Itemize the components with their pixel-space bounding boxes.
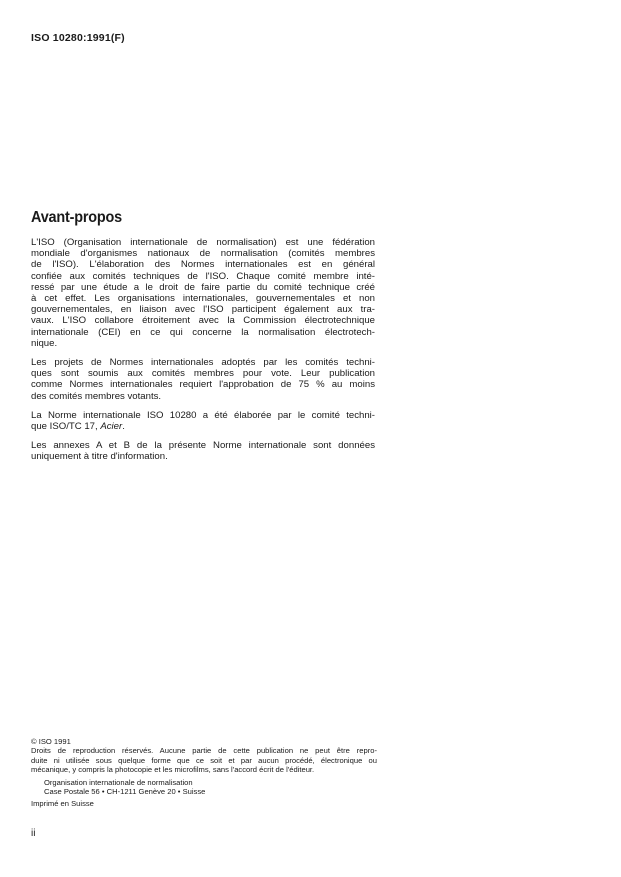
document-reference: ISO 10280:1991(F): [31, 32, 125, 44]
copyright-notice: © ISO 1991: [31, 737, 71, 746]
text-line: vaux. L'ISO collabore étroitement avec la Commission électrotechnique: [31, 315, 375, 327]
rights-line: Droits de reproduction réservés. Aucune partie de cette publication ne peut être repro-: [31, 746, 377, 756]
committee-name: Acier: [100, 421, 123, 433]
text-line: des comités membres votants.: [31, 390, 162, 402]
text-line: gouvernementales, en liaison avec l'ISO participent également aux tra-: [31, 304, 375, 316]
text-line: internationale (CEI) en ce qui concerne la normalisation électrotech-: [31, 326, 375, 338]
rights-line: mécanique, y compris la photocopie et les microfilms, sans l'accord écrit de l'éditeur.: [31, 765, 315, 775]
rights-line: duite ni utilisée sous quelque forme que ce soit et par aucun procédé, électronique ou: [31, 755, 377, 765]
foreword-body: [31, 237, 375, 471]
paragraph-iso-description: [31, 237, 375, 349]
text-line: comme Normes internationales requiert l'approbation de 75 % au moins: [31, 379, 375, 391]
text-line: ques sont soumis aux comités membres pour vote. Leur publication: [31, 368, 375, 380]
text-line: confiée aux comités techniques de l'ISO. Chaque comité membre inté-: [31, 270, 375, 282]
page-number: ii: [31, 828, 36, 839]
text-line: L'ISO (Organisation internationale de normalisation) est une fédération: [31, 237, 375, 248]
text-segment: que ISO/TC 17,: [31, 421, 101, 433]
paragraph-annexes: [31, 440, 375, 462]
paragraph-committee: [31, 410, 375, 432]
text-line: Les annexes A et B de la présente Norme internationale sont données: [31, 440, 375, 452]
text-line: La Norme internationale ISO 10280 a été élaborée par le comité techni-: [31, 409, 375, 421]
text-segment: .: [122, 421, 125, 433]
text-line: de l'ISO). L'élaboration des Normes internationales est en général: [31, 259, 375, 271]
organization-name: Organisation internationale de normalisation: [44, 777, 193, 787]
text-line: mondiale d'organismes nationaux de normalisation (comités membres: [31, 248, 375, 260]
copyright-footer: [31, 737, 377, 809]
printed-in: Imprimé en Suisse: [31, 799, 94, 809]
section-title: Avant-propos: [31, 209, 122, 226]
text-line: [31, 421, 375, 432]
paragraph-voting: [31, 357, 375, 402]
text-line: nique.: [31, 337, 58, 349]
organization-address: Case Postale 56 • CH-1211 Genève 20 • Suisse: [44, 787, 206, 797]
text-line: à cet effet. Les organisations internationales, gouvernementales et non: [31, 293, 375, 305]
text-line: uniquement à titre d'information.: [31, 451, 168, 463]
text-line: Les projets de Normes internationales adoptés par les comités techni-: [31, 357, 375, 369]
text-line: ressé par une étude a le droit de faire partie du comité technique créé: [31, 281, 375, 293]
